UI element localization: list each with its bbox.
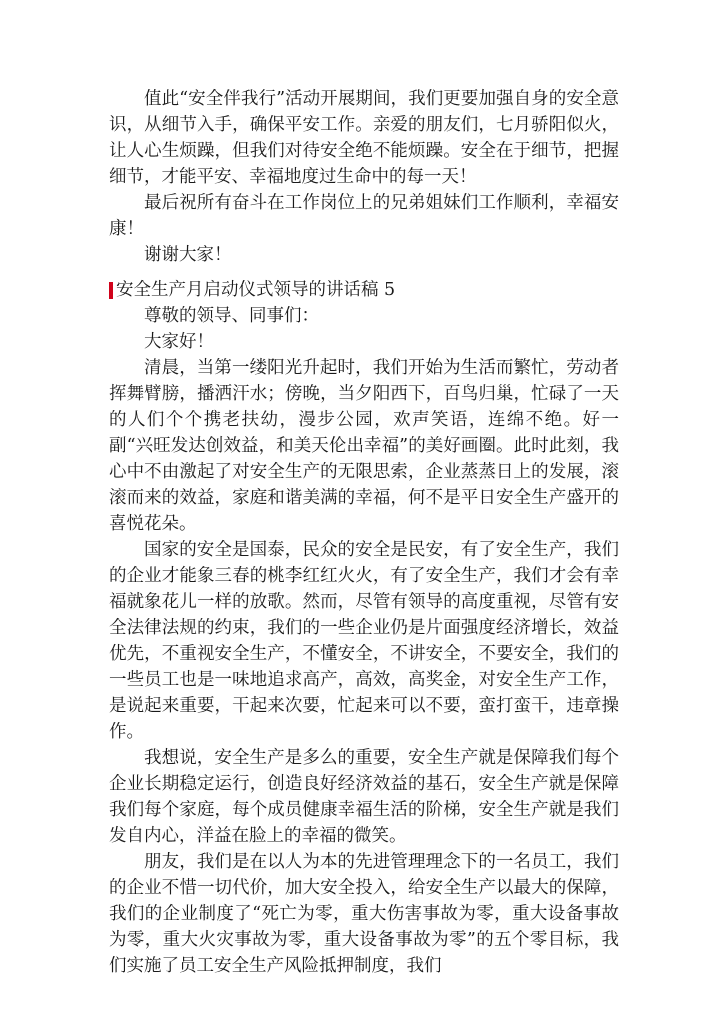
section-heading-text: 安全生产月启动仪式领导的讲话稿 5	[116, 280, 396, 300]
section-heading	[109, 277, 619, 303]
paragraph: 大家好！	[144, 332, 214, 352]
paragraph: 谢谢大家！	[144, 245, 232, 265]
paragraph: 尊敬的领导、同事们：	[144, 306, 319, 326]
section-body	[109, 303, 619, 979]
heading-marker-icon	[109, 282, 113, 299]
paragraph: 最后祝所有奋斗在工作岗位上的兄弟姐妹们工作顺利，幸福安康！	[109, 193, 619, 239]
paragraph: 国家的安全是国泰，民众的安全是民安，有了安全生产，我们的企业才能象三春的桃李红红火火，有了安全生产，我们才会有幸福就象花儿一样的放歌。然而，尽管有领导的高度重视，尽管有安全法律法规的约束，我们的一些企业仍是片面强度经济增长，效益优先，不重视安全生产，不懂安全，不讲安全，不要安全，我们的一些员工也是一味地追求高产，高效，高奖金，对安全生产工作，是说起来重要，干起来次要，忙起来可以不要，蛮打蛮干，违章操作。	[109, 540, 619, 742]
paragraph: 我想说，安全生产是多么的重要，安全生产就是保障我们每个企业长期稳定运行，创造良好经济效益的基石，安全生产就是保障我们每个家庭，每个成员健康幸福生活的阶梯，安全生产就是我们发自内心，洋益在脸上的幸福的微笑。	[109, 748, 619, 846]
paragraph: 清晨，当第一缕阳光升起时，我们开始为生活而繁忙，劳动者挥舞臂膀，播洒汗水；傍晚，当夕阳西下，百鸟归巢，忙碌了一天的人们个个携老扶幼，漫步公园，欢声笑语，连绵不绝。好一副“兴旺发达创效益，和美天伦出幸福”的美好画圈。此时此刻，我心中不由激起了对安全生产的无限思索，企业蒸蒸日上的发展，滚滚而来的效益，家庭和谐美满的幸福，何不是平日安全生产盛开的喜悦花朵。	[109, 358, 619, 534]
previous-section-body	[109, 86, 619, 268]
paragraph: 值此“安全伴我行”活动开展期间，我们更要加强自身的安全意识，从细节入手，确保平安工作。亲爱的朋友们，七月骄阳似火，让人心生烦躁，但我们对待安全绝不能烦躁。安全在于细节，把握细节，才能平安、幸福地度过生命中的每一天！	[109, 89, 619, 187]
paragraph: 朋友，我们是在以人为本的先进管理理念下的一名员工，我们的企业不惜一切代价，加大安全投入，给安全生产以最大的保障，我们的企业制度了“死亡为零，重大伤害事故为零，重大设备事故为零，重大火灾事故为零，重大设备事故为零”的五个零目标，我们实施了员工安全生产风险抵押制度，我们	[109, 852, 619, 976]
